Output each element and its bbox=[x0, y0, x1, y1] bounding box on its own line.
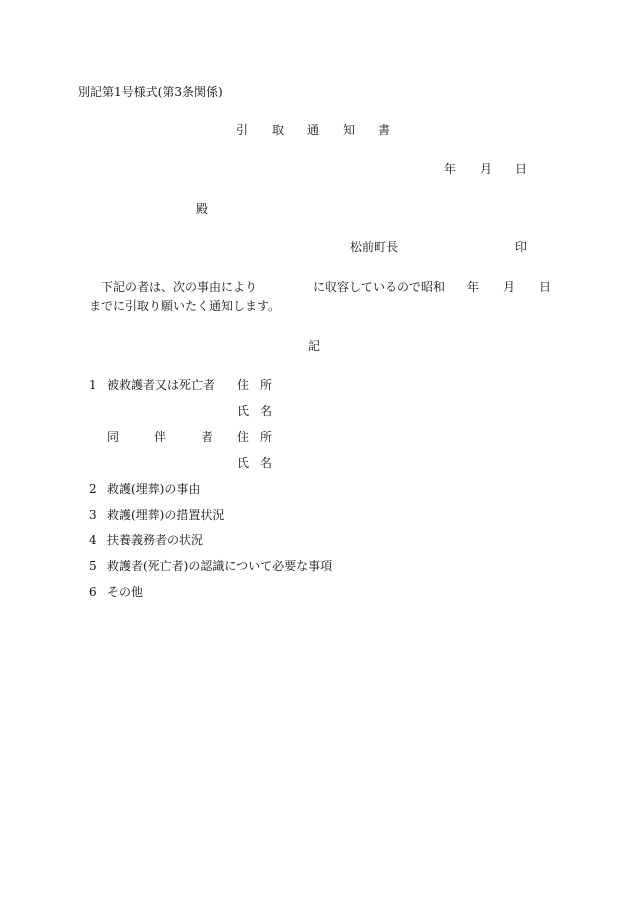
name-label-char: 名 bbox=[260, 404, 273, 418]
title-char: 引 bbox=[236, 123, 249, 137]
item-label: 扶養義務者の状況 bbox=[107, 533, 204, 547]
companion-label-char: 者 bbox=[201, 430, 214, 444]
body-part1: 下記の者は、次の事由により bbox=[101, 280, 258, 294]
name-label-char: 氏 bbox=[237, 456, 250, 470]
date-day: 日 bbox=[515, 162, 528, 176]
body-year: 年 bbox=[467, 280, 480, 294]
companion-label-char: 同 bbox=[107, 430, 120, 444]
addressee-suffix: 殿 bbox=[196, 202, 209, 216]
date-month: 月 bbox=[480, 162, 493, 176]
body-month: 月 bbox=[503, 280, 516, 294]
title-char: 書 bbox=[378, 123, 391, 137]
item-number: 6 bbox=[89, 585, 97, 599]
item-number: 4 bbox=[89, 533, 97, 547]
item-label: その他 bbox=[107, 585, 144, 599]
body-part2: に収容しているので昭和 bbox=[313, 280, 446, 294]
item-number: 2 bbox=[89, 482, 97, 496]
item-label: 救護(埋葬)の事由 bbox=[107, 482, 201, 496]
companion-label-char: 伴 bbox=[154, 430, 167, 444]
title-char: 知 bbox=[343, 123, 356, 137]
body-day: 日 bbox=[539, 280, 552, 294]
title-char: 取 bbox=[272, 123, 285, 137]
title-char: 通 bbox=[307, 123, 320, 137]
name-label-char: 氏 bbox=[237, 404, 250, 418]
item-label: 救護(埋葬)の措置状況 bbox=[107, 508, 225, 522]
item-label: 被救護者又は死亡者 bbox=[107, 378, 216, 392]
form-label: 別記第1号様式(第3条関係) bbox=[78, 85, 223, 99]
item-label: 救護者(死亡者)の認識について必要な事項 bbox=[107, 559, 333, 573]
name-label-char: 名 bbox=[260, 456, 273, 470]
item-number: 3 bbox=[89, 508, 97, 522]
address-label-char: 住 bbox=[237, 430, 250, 444]
body-line2: までに引取り願いたく通知します。 bbox=[89, 299, 281, 313]
item-number: 5 bbox=[89, 559, 97, 573]
issuer-name: 松前町長 bbox=[350, 240, 399, 254]
address-label-char: 所 bbox=[260, 378, 273, 392]
item-number: 1 bbox=[89, 378, 97, 392]
address-label-char: 所 bbox=[260, 430, 273, 444]
date-year: 年 bbox=[444, 162, 457, 176]
seal-mark: 印 bbox=[515, 240, 528, 254]
ki-heading: 記 bbox=[308, 339, 321, 353]
address-label-char: 住 bbox=[237, 378, 250, 392]
